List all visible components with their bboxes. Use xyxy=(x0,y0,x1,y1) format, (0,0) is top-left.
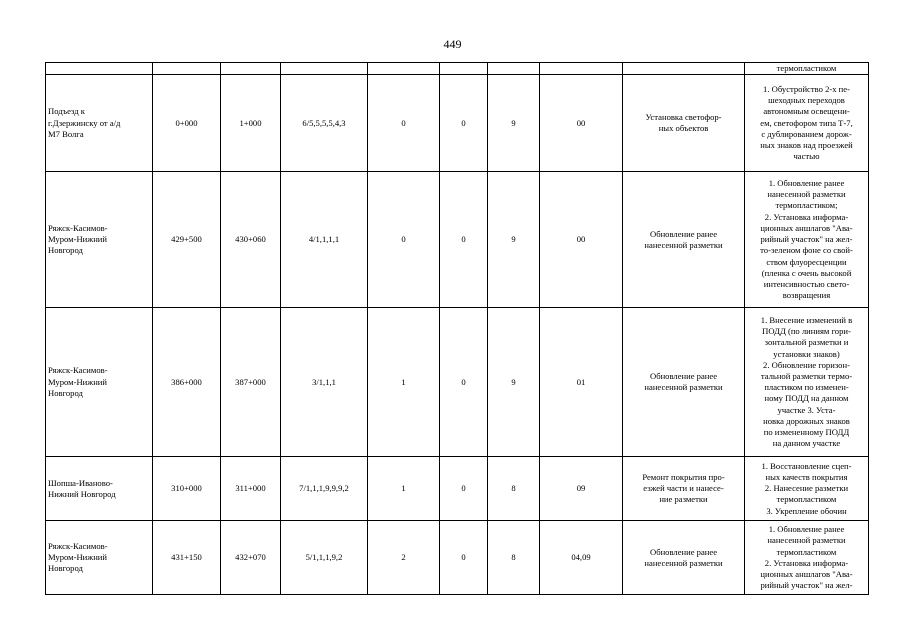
cell-km-end: 387+000 xyxy=(221,308,281,457)
cell-km-start: 386+000 xyxy=(153,308,221,457)
cell-c5: 2 xyxy=(368,521,440,595)
cell-km-start xyxy=(153,63,221,75)
cell-measure: Обновление ранее нанесенной разметки xyxy=(623,521,745,595)
cell-action: 1. Обустройство 2-х пе- шеходных переходов автономным освещени- ем, светофором типа Т-7, с дублированием дорож- ных знаков над проезжей частью xyxy=(745,75,869,172)
cell-measure xyxy=(623,63,745,75)
cell-c6 xyxy=(440,63,488,75)
cell-c6: 0 xyxy=(440,308,488,457)
cell-road: Шопша-Иваново- Нижний Новгород xyxy=(46,457,153,521)
cell-km-start: 429+500 xyxy=(153,172,221,308)
cell-c7: 9 xyxy=(488,308,540,457)
table-row xyxy=(46,75,869,172)
cell-dtp: 4/1,1,1,1 xyxy=(281,172,368,308)
cell-c6: 0 xyxy=(440,521,488,595)
cell-action: 1. Обновление ранее нанесенной разметки термопластиком 2. Установка информа- ционных аншлагов "Ава- рийный участок" на жел- xyxy=(745,521,869,595)
cell-km-end: 432+070 xyxy=(221,521,281,595)
cell-c8: 00 xyxy=(540,172,623,308)
incident-table xyxy=(45,62,869,595)
cell-c7: 9 xyxy=(488,75,540,172)
cell-km-end: 430+060 xyxy=(221,172,281,308)
cell-dtp xyxy=(281,63,368,75)
cell-c8: 01 xyxy=(540,308,623,457)
cell-c7: 8 xyxy=(488,521,540,595)
cell-measure: Обновление ранее нанесенной разметки xyxy=(623,308,745,457)
cell-road xyxy=(46,63,153,75)
cell-road: Ряжск-Касимов- Муром-Нижний Новгород xyxy=(46,308,153,457)
cell-c8: 09 xyxy=(540,457,623,521)
cell-action: 1. Восстановление сцеп- ных качеств покрытия 2. Нанесение разметки термопластиком 3. Укрепление обочин xyxy=(745,457,869,521)
cell-action: 1. Внесение изменений в ПОДД (по линиям гори- зонтальной разметки и установки знаков) 2. Обновление горизон- тальной разметки термо- пластиком по изменен- ному ПОДД на данном участке 3. Уста- новка дорожных знаков по измененному ПОДД на данном участке xyxy=(745,308,869,457)
cell-action: термопластиком xyxy=(745,63,869,75)
cell-c7: 8 xyxy=(488,457,540,521)
cell-c8: 04,09 xyxy=(540,521,623,595)
cell-c5: 1 xyxy=(368,457,440,521)
cell-c6: 0 xyxy=(440,457,488,521)
cell-measure: Установка светофор- ных объектов xyxy=(623,75,745,172)
cell-km-end xyxy=(221,63,281,75)
cell-c5: 1 xyxy=(368,308,440,457)
cell-km-end: 1+000 xyxy=(221,75,281,172)
cell-c6: 0 xyxy=(440,75,488,172)
cell-c7 xyxy=(488,63,540,75)
cell-c5: 0 xyxy=(368,75,440,172)
table-row xyxy=(46,457,869,521)
cell-c7: 9 xyxy=(488,172,540,308)
table-row-continuation xyxy=(46,63,869,75)
cell-dtp: 5/1,1,1,9,2 xyxy=(281,521,368,595)
page-number: 449 xyxy=(443,37,462,51)
cell-action: 1. Обновление ранее нанесенной разметки термопластиком; 2. Установка информа- ционных аншлагов "Ава- рийный участок" на жел- то-зеленом фоне со свой- ством флуоресценции (пленка с очень высокой интенсивностью свето- возвращения xyxy=(745,172,869,308)
cell-km-start: 0+000 xyxy=(153,75,221,172)
cell-km-start: 310+000 xyxy=(153,457,221,521)
table-row xyxy=(46,308,869,457)
table-row xyxy=(46,521,869,595)
cell-km-end: 311+000 xyxy=(221,457,281,521)
cell-dtp: 7/1,1,1,9,9,9,2 xyxy=(281,457,368,521)
cell-road: Ряжск-Касимов- Муром-Нижний Новгород xyxy=(46,521,153,595)
cell-c6: 0 xyxy=(440,172,488,308)
cell-c5: 0 xyxy=(368,172,440,308)
cell-c8 xyxy=(540,63,623,75)
cell-c8: 00 xyxy=(540,75,623,172)
cell-road: Ряжск-Касимов- Муром-Нижний Новгород xyxy=(46,172,153,308)
cell-km-start: 431+150 xyxy=(153,521,221,595)
cell-dtp: 6/5,5,5,5,4,3 xyxy=(281,75,368,172)
cell-dtp: 3/1,1,1 xyxy=(281,308,368,457)
cell-c5 xyxy=(368,63,440,75)
cell-measure: Ремонт покрытия про- езжей части и нанесе- ние разметки xyxy=(623,457,745,521)
cell-road: Подъезд к г.Дзержинску от а/д М7 Волга xyxy=(46,75,153,172)
table-row xyxy=(46,172,869,308)
cell-measure: Обновление ранее нанесенной разметки xyxy=(623,172,745,308)
